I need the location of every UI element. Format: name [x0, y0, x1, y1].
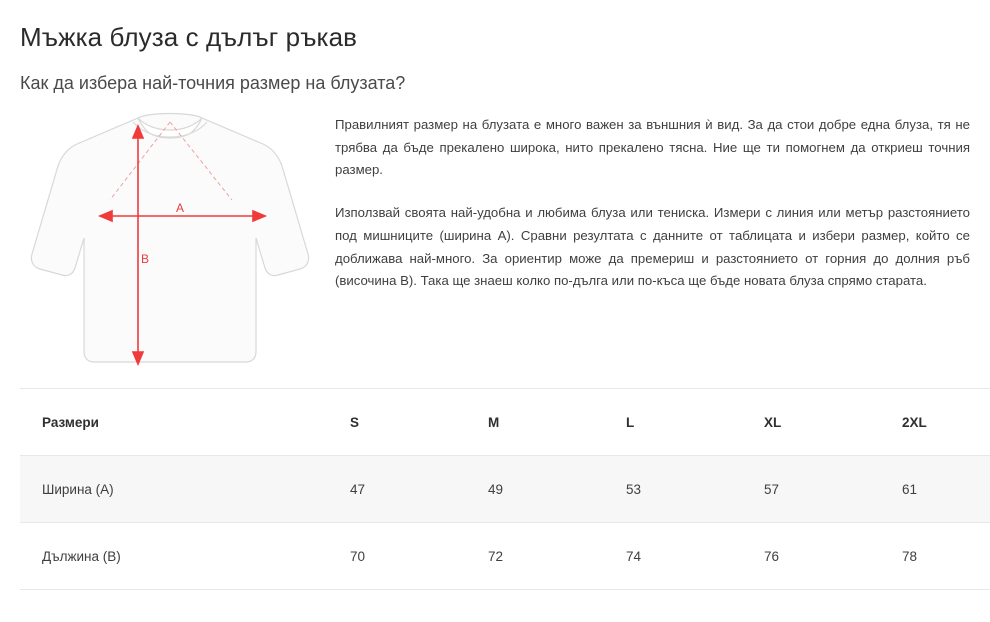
table-header-s: S [342, 389, 480, 456]
size-guide-page [0, 22, 990, 622]
description-paragraph-1: Правилният размер на блузата е много важен за външния ѝ вид. За да стои добре една блуза, тя не трябва да бъде прекалено широка, нито прекалено тясна. Ние ще ти помогнем да откриеш точния размер. [335, 117, 970, 178]
row-width-l: 53 [618, 456, 756, 523]
table-row [20, 456, 990, 523]
table-header-l: L [618, 389, 756, 456]
table-header-label: Размери [20, 389, 342, 456]
measure-label-b: B [141, 252, 150, 266]
measure-label-a: A [176, 201, 185, 215]
description-column [320, 108, 970, 293]
row-length-l: 74 [618, 523, 756, 590]
shirt-outline-shape [31, 114, 308, 363]
row-length-2xl: 78 [894, 523, 990, 590]
garment-diagram [20, 108, 320, 378]
row-width-s: 47 [342, 456, 480, 523]
content-area [20, 108, 970, 378]
table-header-xl: XL [756, 389, 894, 456]
row-label-length: Дължина (B) [20, 523, 342, 590]
row-label-width: Ширина (A) [20, 456, 342, 523]
row-length-s: 70 [342, 523, 480, 590]
table-header-2xl: 2XL [894, 389, 990, 456]
table-row [20, 523, 990, 590]
page-subtitle: Как да избера най-точния размер на блузата? [20, 73, 406, 93]
row-length-m: 72 [480, 523, 618, 590]
table-header-row [20, 389, 990, 456]
row-width-2xl: 61 [894, 456, 990, 523]
row-width-xl: 57 [756, 456, 894, 523]
size-table [20, 388, 990, 590]
table-header-m: M [480, 389, 618, 456]
row-width-m: 49 [480, 456, 618, 523]
row-length-xl: 76 [756, 523, 894, 590]
description-paragraph-2: Използвай своята най-удобна и любима блуза или тениска. Измери с линия или метър разстоянието под мишниците (ширина A). Сравни резултата с данните от таблицата и избери размер, който се доближава най-много. За ориентир може да премериш и разстоянието от горния до долния ръб (височина B). Така ще знаеш колко по-дълга или по-къса ще бъде новата блуза спрямо старата. [335, 205, 970, 289]
page-title: Мъжка блуза с дълъг ръкав [20, 22, 358, 52]
